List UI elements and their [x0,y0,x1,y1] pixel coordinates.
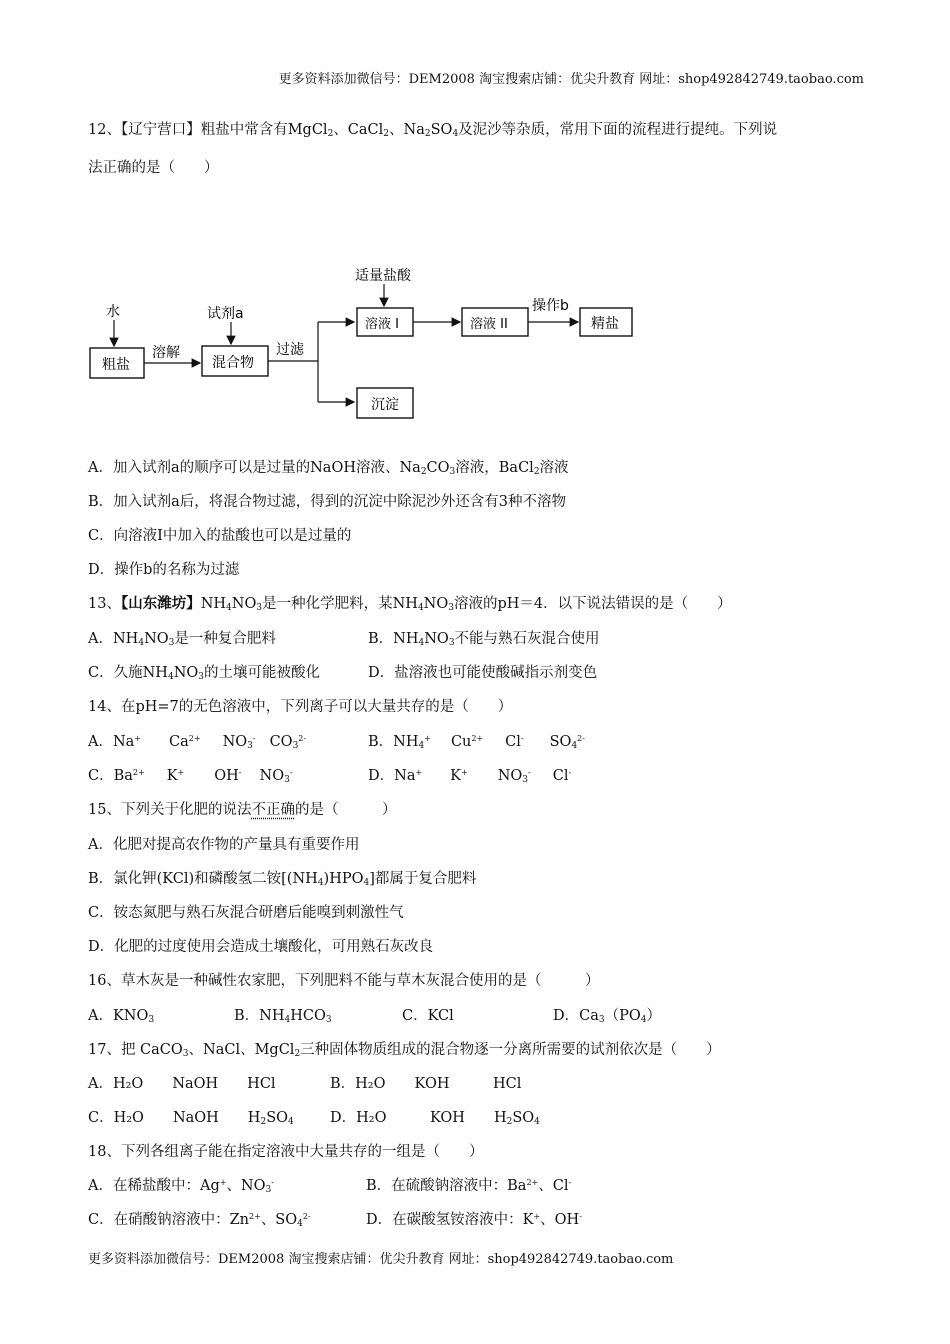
q16-option-b: B．$NH_4HCO_3$ [234,1008,332,1025]
q13-option-c: C．久施$NH_4NO_3$的土壤可能被酸化 [88,665,320,682]
flow-mixture-label: 混合物 [212,355,254,371]
page-header: 更多资料添加微信号：DEM2008 淘宝搜索店铺：优尖升教育 网址：shop492842749.taobao.com [278,72,864,87]
q17-option-d: D．H₂O KOH $H_2SO_4$ [330,1110,540,1127]
q15-option-b: B．氯化钾(KCl)和磷酸氢二铵$[(NH_4)HPO_4]$都属于复合肥料 [88,871,477,888]
q14-option-b: B．$NH_4^+$ $Cu^{2+}$ Cl- $SO_4^{2-}$ [368,734,585,751]
q13-option-b: B．$NH_4NO_3$不能与熟石灰混合使用 [368,631,600,648]
flow-water-label: 水 [106,304,120,320]
q18-option-a: A．在稀盐酸中：Ag+、$NO_3^-$ [88,1178,274,1195]
flow-refined-salt-label: 精盐 [591,316,619,332]
q17-option-c: C．H₂O NaOH $H_2SO_4$ [88,1110,294,1127]
flow-dissolve-label: 溶解 [152,345,180,361]
flow-hcl-label: 适量盐酸 [355,268,411,284]
q15-emphasis: 不正确 [251,802,295,818]
q12-stem-line1: 12、【辽宁营口】粗盐中常含有MgCl$_2$、CaCl$_2$、$Na_2SO_4$及泥沙等杂质，常用下面的流程进行提纯。下列说 [88,122,778,139]
q12-stem-line2: 法正确的是（ ） [88,160,219,176]
q16-stem: 16、草木灰是一种碱性农家肥，下列肥料不能与草木灰混合使用的是（ ） [88,973,600,989]
q14-option-c: C．$Ba^{2+}$ K+ OH- $NO_3^-$ [88,768,293,785]
q18-option-b: B．在硫酸钠溶液中：$Ba^{2+}$、Cl- [366,1178,572,1194]
flow-precipitate-label: 沉淀 [371,397,399,413]
q16-option-c: C．KCl [402,1008,454,1024]
q16-option-a: A．$KNO_3$ [88,1008,155,1025]
flow-solution2-label: 溶液 II [470,317,508,332]
flow-crude-salt-label: 粗盐 [102,357,130,373]
flow-filter-label: 过滤 [276,342,304,358]
page-footer: 更多资料添加微信号：DEM2008 淘宝搜索店铺：优尖升教育 网址：shop492842749.taobao.com [88,1252,674,1267]
q12-flow-diagram [80,260,660,430]
q15-stem: 15、下列关于化肥的说法不正确的是（ ） [88,802,397,818]
q14-option-a: A．Na+ $Ca^{2+}$ $NO_3^-$ $CO_3^{2-}$ [88,734,307,751]
q17-option-a: A．H₂O NaOH HCl [88,1076,276,1092]
q12-option-d: D．操作b的名称为过滤 [88,562,240,578]
q16-option-d: D．$Ca_3(PO_4)$ [553,1008,661,1025]
q15-option-c: C．铵态氮肥与熟石灰混合研磨后能嗅到刺激性气 [88,905,404,921]
q12-option-c: C．向溶液I中加入的盐酸也可以是过量的 [88,528,352,544]
q14-stem: 14、在pH=7的无色溶液中，下列离子可以大量共存的是（ ） [88,699,513,715]
q13-option-d: D．盐溶液也可能使酸碱指示剂变色 [368,665,598,681]
q13-stem: 13、【山东潍坊】$NH_4NO_3$是一种化学肥料，某$NH_4NO_3$溶液的pH＝4．以下说法错误的是（ ） [88,595,732,613]
q15-option-a: A．化肥对提高农作物的产量具有重要作用 [88,837,360,853]
q13-option-a: A．$NH_4NO_3$是一种复合肥料 [88,631,276,648]
q18-option-d: D．在碳酸氢铵溶液中：K+、OH- [366,1212,582,1228]
q17-option-b: B．H₂O KOH HCl [330,1076,522,1092]
q18-option-c: C．在硝酸钠溶液中：$Zn^{2+}$、$SO_4^{2-}$ [88,1212,311,1229]
q18-stem: 18、下列各组离子能在指定溶液中大量共存的一组是（ ） [88,1144,484,1160]
flow-op-b-label: 操作b [532,298,569,314]
q17-stem: 17、把 CaCO$_3$、NaCl、MgCl$_2$三种固体物质组成的混合物逐一分离所需要的试剂依次是（ ） [88,1042,721,1059]
flow-solution1-label: 溶液 I [365,317,399,332]
q14-option-d: D．Na+ K+ $NO_3^-$ Cl- [368,768,572,785]
flow-reagent-a-label: 试剂a [207,306,244,322]
q15-option-d: D．化肥的过度使用会造成土壤酸化，可用熟石灰改良 [88,939,434,955]
q12-option-a: A．加入试剂a的顺序可以是过量的NaOH溶液、$Na_2CO_3$溶液，BaCl$_2$溶液 [88,460,569,477]
q12-option-b: B．加入试剂a后，将混合物过滤，得到的沉淀中除泥沙外还含有3种不溶物 [88,494,567,510]
